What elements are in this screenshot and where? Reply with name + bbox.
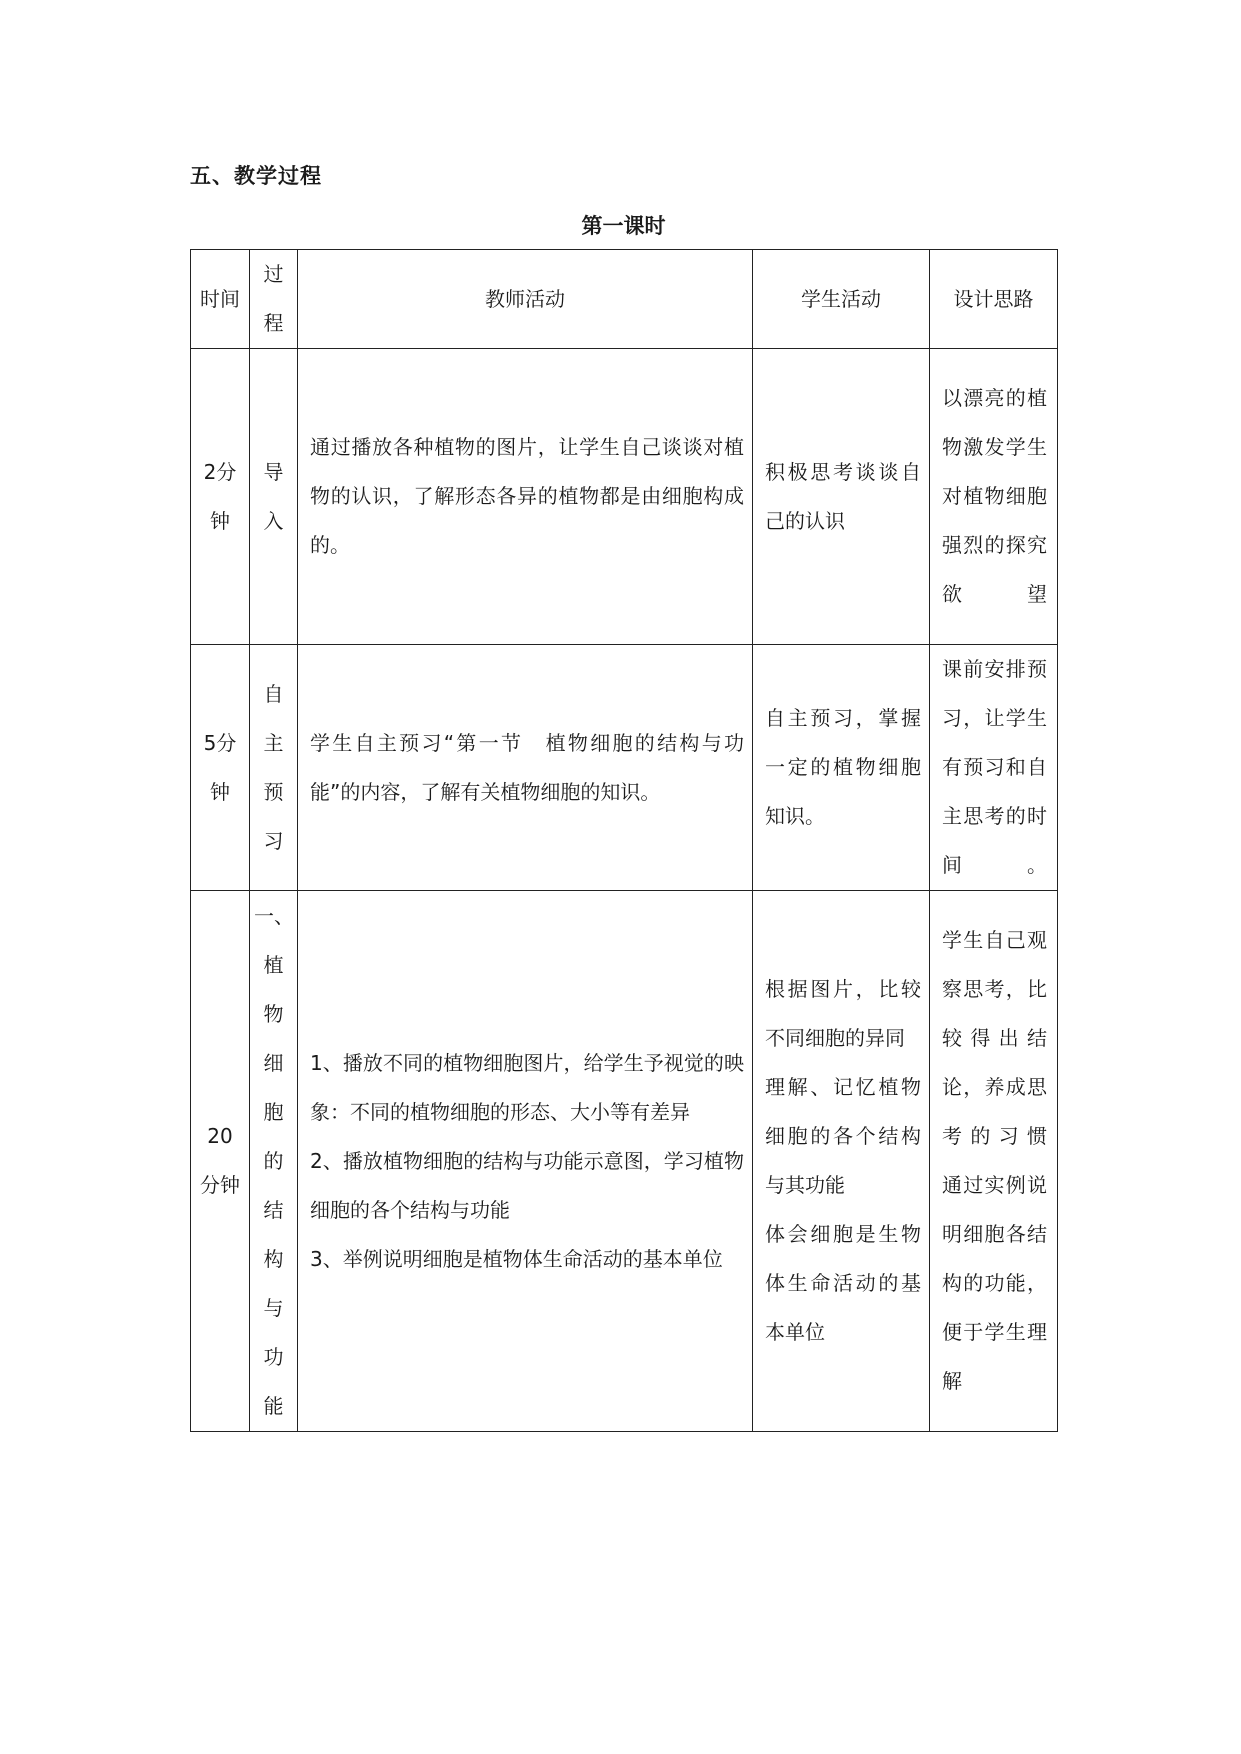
cell-teacher-activity bbox=[298, 891, 753, 1432]
cell-design-rationale: 以漂亮的植物激发学生对植物细胞强烈的探究欲望 bbox=[930, 349, 1058, 645]
cell-teacher-activity: 通过播放各种植物的图片，让学生自己谈谈对植物的认识，了解形态各异的植物都是由细胞构成的。 bbox=[298, 349, 753, 645]
cell-time: 20分钟 bbox=[191, 891, 250, 1432]
teacher-step-3: 3、举例说明细胞是植物体生命活动的基本单位 bbox=[310, 1246, 723, 1271]
table-row bbox=[191, 891, 1058, 1432]
section-heading: 五、教学过程 bbox=[190, 164, 322, 188]
cell-process: 自主预习 bbox=[250, 645, 298, 891]
cell-time: 5分钟 bbox=[191, 645, 250, 891]
table-row bbox=[191, 645, 1058, 891]
header-design-rationale: 设计思路 bbox=[930, 250, 1058, 349]
header-time: 时间 bbox=[191, 250, 250, 349]
cell-design-rationale: 课前安排预习，让学生有预习和自主思考的时间。 bbox=[930, 645, 1058, 891]
cell-teacher-activity: 学生自主预习“第一节 植物细胞的结构与功能”的内容，了解有关植物细胞的知识。 bbox=[298, 645, 753, 891]
design-point-1: 学生自己观察思考，比较得出结论，养成思考的习惯 bbox=[942, 928, 1047, 1148]
teaching-process-table bbox=[190, 249, 1058, 1432]
teacher-step-2: 2、播放植物细胞的结构与功能示意图，学习植物细胞的各个结构与功能 bbox=[310, 1148, 744, 1222]
cell-process: 导入 bbox=[250, 349, 298, 645]
cell-student-activity bbox=[753, 891, 930, 1432]
cell-time: 2分钟 bbox=[191, 349, 250, 645]
header-student-activity: 学生活动 bbox=[753, 250, 930, 349]
student-step-1: 根据图片，比较不同细胞的异同 bbox=[765, 977, 921, 1050]
cell-process: 一、植物细胞的结构与功能 bbox=[250, 891, 298, 1432]
cell-design-rationale bbox=[930, 891, 1058, 1432]
table-header-row bbox=[191, 250, 1058, 349]
header-process: 过程 bbox=[250, 250, 298, 349]
header-teacher-activity: 教师活动 bbox=[298, 250, 753, 349]
table-row bbox=[191, 349, 1058, 645]
cell-student-activity: 积极思考谈谈自己的认识 bbox=[753, 349, 930, 645]
cell-student-activity: 自主预习，掌握一定的植物细胞知识。 bbox=[753, 645, 930, 891]
period-title: 第一课时 bbox=[581, 214, 666, 238]
student-step-3: 体会细胞是生物体生命活动的基本单位 bbox=[765, 1222, 921, 1344]
teacher-step-1: 1、播放不同的植物细胞图片，给学生予视觉的映象：不同的植物细胞的形态、大小等有差异 bbox=[310, 1050, 744, 1124]
student-step-2: 理解、记忆植物细胞的各个结构与其功能 bbox=[765, 1075, 921, 1197]
design-point-2: 通过实例说明细胞各结构的功能，便于学生理解 bbox=[942, 1173, 1047, 1393]
